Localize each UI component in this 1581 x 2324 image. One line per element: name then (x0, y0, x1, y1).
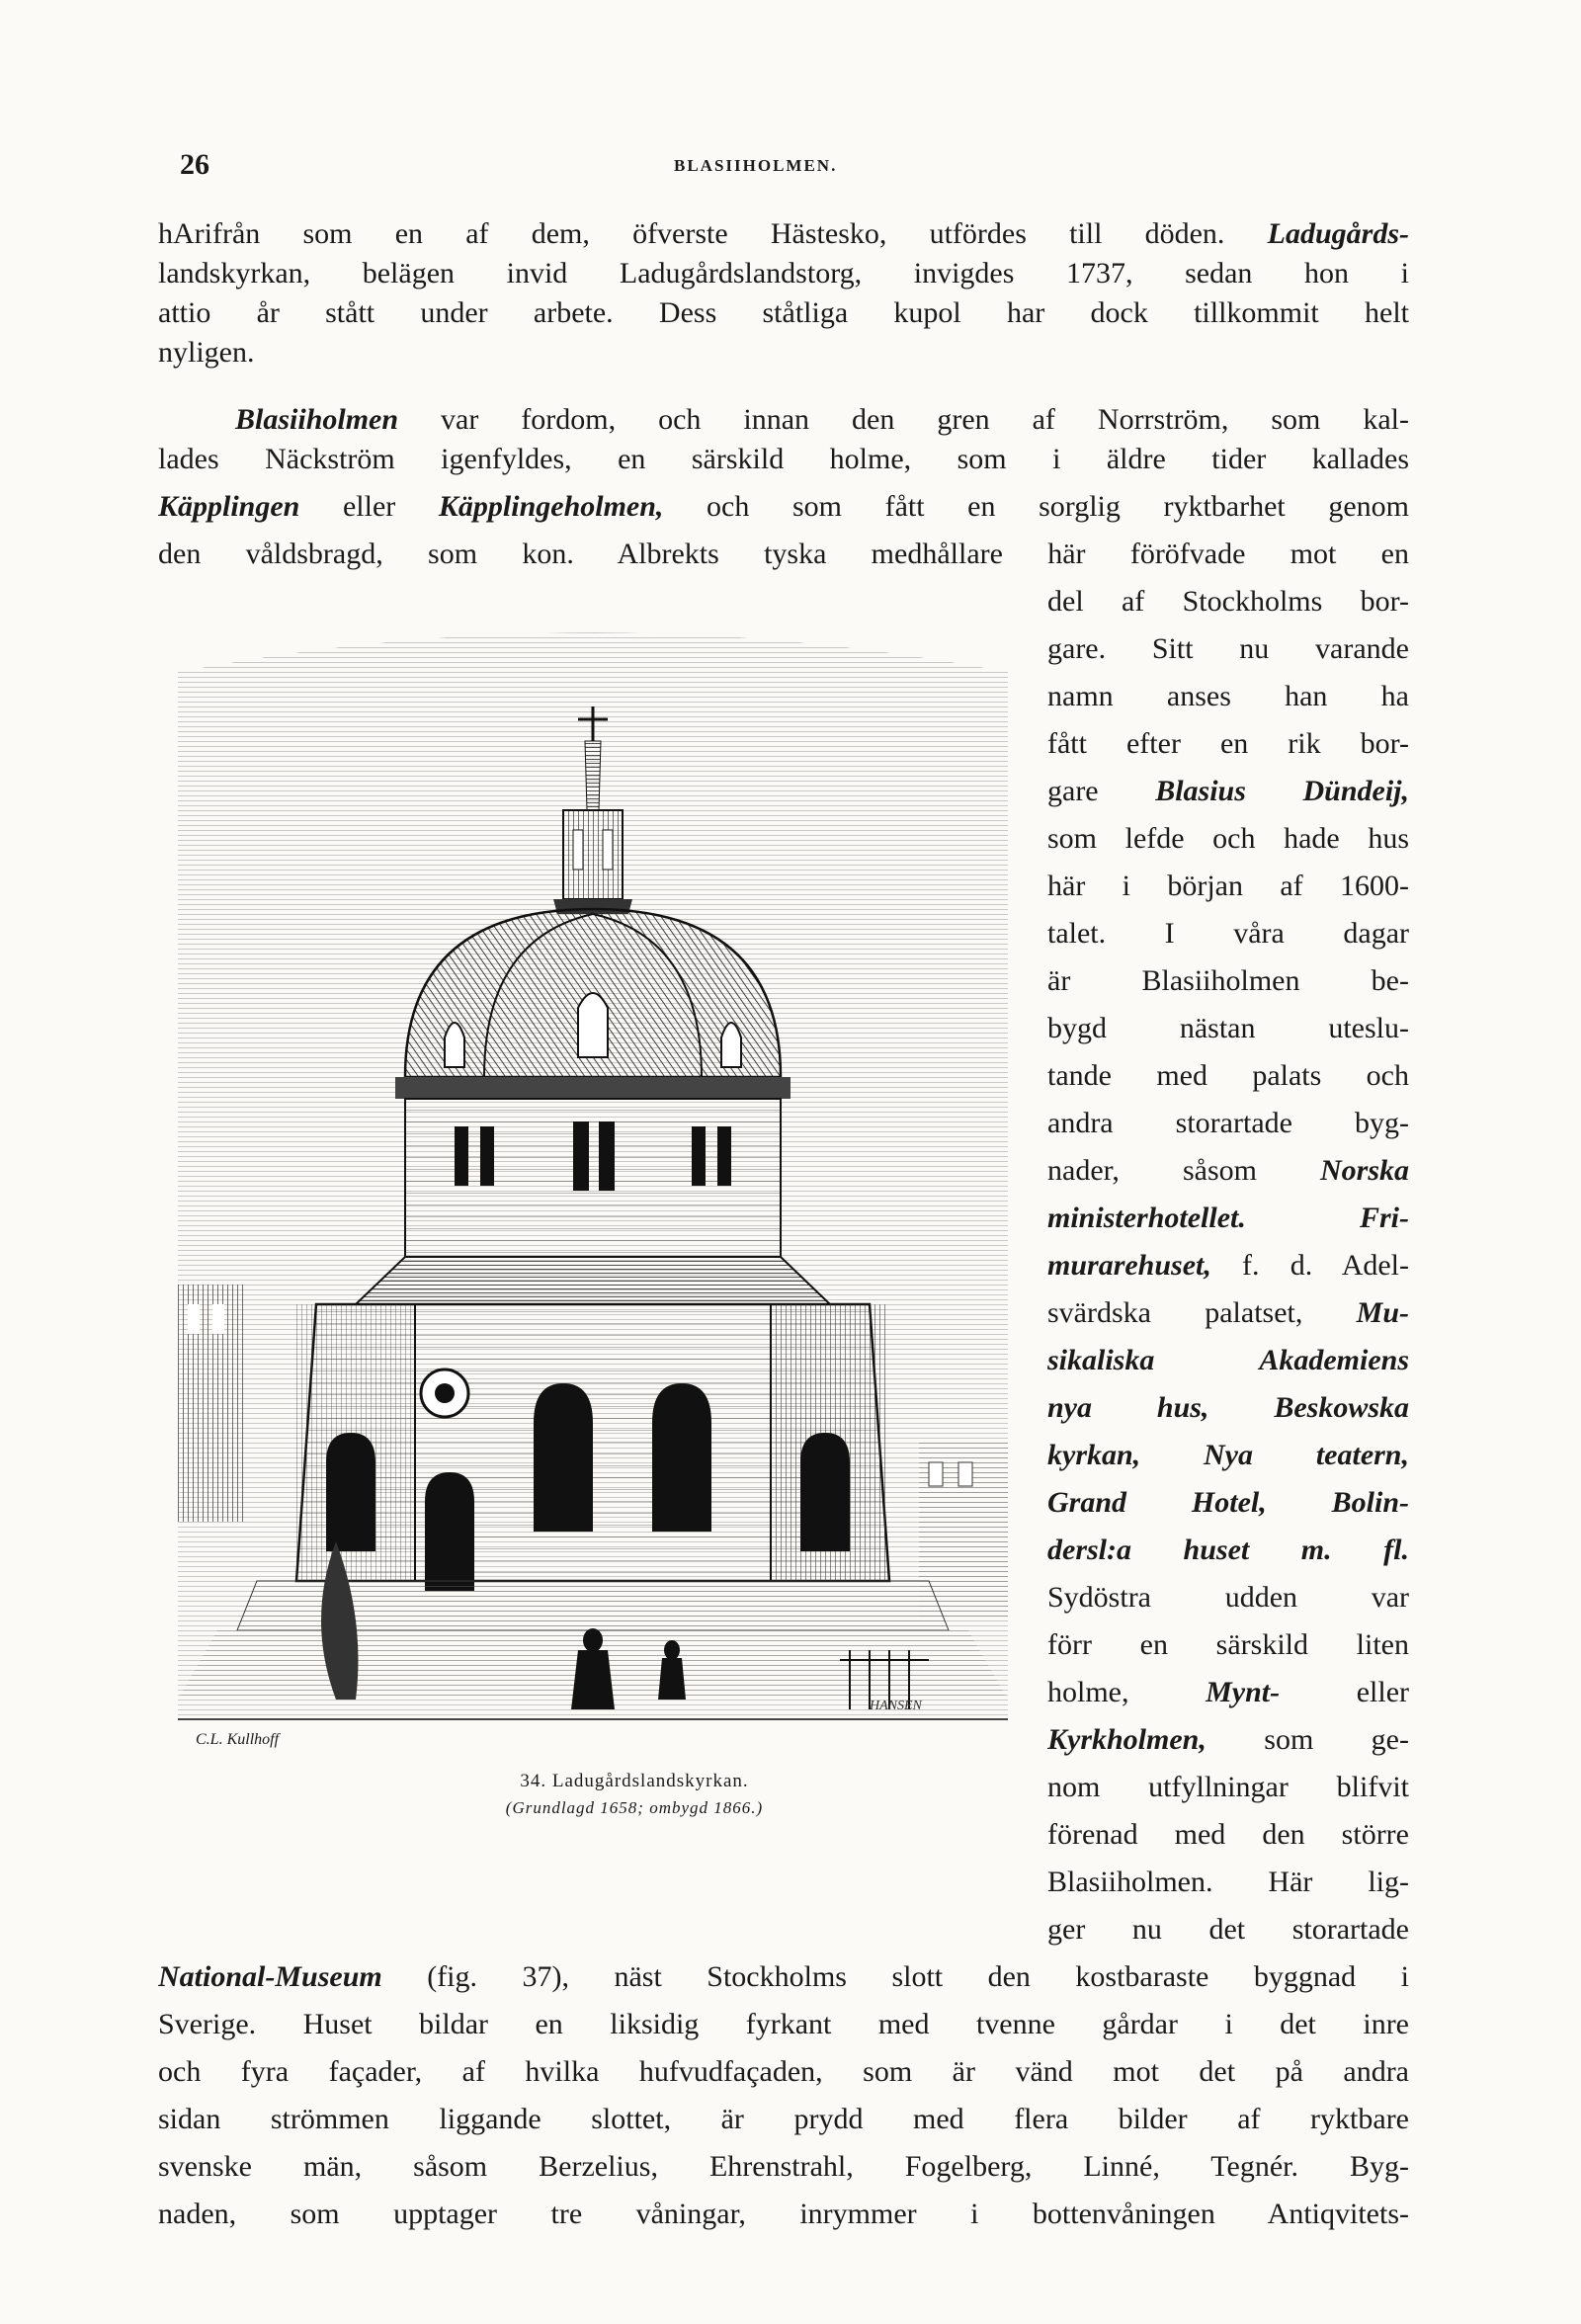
column-line: här i början af 1600- (1047, 870, 1409, 902)
column-line: nya hus, Beskowska (1047, 1391, 1409, 1424)
running-head: BLASIIHOLMEN. (674, 156, 838, 175)
church-illustration-icon (158, 613, 1028, 1759)
column-line: svärdska palatset, Mu- (1047, 1296, 1409, 1329)
column-line: förenad med den större (1047, 1818, 1409, 1851)
column-line: del af Stockholms bor- (1047, 585, 1409, 618)
column-line: ministerhotellet. Fri- (1047, 1202, 1409, 1234)
column-line: kyrkan, Nya teatern, (1047, 1439, 1409, 1471)
svg-text:HANSEN: HANSEN (870, 1699, 922, 1713)
text-line: och fyra façader, af hvilka hufvudfaçaden, som är vänd mot det på andra (158, 2055, 1409, 2088)
text-line: National-Museum (fig. 37), näst Stockholms slott den kostbaraste byggnad i (158, 1960, 1409, 1993)
column-line: andra storartade byg- (1047, 1107, 1409, 1139)
column-line: gare Blasius Dündeij, (1047, 775, 1409, 807)
column-line: murarehuset, f. d. Adel- (1047, 1249, 1409, 1282)
text-line: lades Näckström igenfyldes, en särskild holme, som i äldre tider kallades (158, 443, 1409, 475)
text-line: Käpplingen eller Käpplingeholmen, och som fått en sorglig ryktbarhet genom (158, 490, 1409, 523)
text-line: den våldsbragd, som kon. Albrekts tyska medhållare här föröfvade mot en (158, 538, 1409, 570)
column-line: gare. Sitt nu varande (1047, 632, 1409, 665)
column-line: som lefde och hade hus (1047, 822, 1409, 855)
text-line: attio år stått under arbete. Dess ståtliga kupol har dock tillkommit helt (158, 296, 1409, 329)
column-line: Grand Hotel, Bolin- (1047, 1486, 1409, 1519)
text-line: landskyrkan, belägen invid Ladugårdslandstorg, invigdes 1737, sedan hon i (158, 257, 1409, 290)
text-line: svenske män, såsom Berzelius, Ehrenstrahl, Fogelberg, Linné, Tegnér. Byg- (158, 2150, 1409, 2183)
column-line: är Blasiiholmen be- (1047, 964, 1409, 997)
column-line: fått efter en rik bor- (1047, 727, 1409, 760)
column-line: Sydöstra udden var (1047, 1581, 1409, 1614)
column-line: ger nu det storartade (1047, 1913, 1409, 1946)
column-line: nom utfyllningar blifvit (1047, 1771, 1409, 1803)
column-line: holme, Mynt- eller (1047, 1676, 1409, 1708)
text-line: Sverige. Huset bildar en liksidig fyrkant med tvenne gårdar i det inre (158, 2008, 1409, 2040)
artist-signature: C.L. Kullhoff (196, 1731, 280, 1748)
text-line: nyligen. (158, 336, 255, 369)
text-line: naden, som upptager tre våningar, inrymmer i bottenvåningen Antiqvitets- (158, 2198, 1409, 2230)
church-engraving (158, 613, 1028, 1798)
column-line: namn anses han ha (1047, 680, 1409, 712)
column-line: sikaliska Akademiens (1047, 1344, 1409, 1376)
figure-caption: 34. Ladugårdslandskyrkan. (520, 1771, 749, 1791)
column-line: nader, såsom Norska (1047, 1154, 1409, 1187)
figure-subcaption: (Grundlagd 1658; ombygd 1866.) (505, 1798, 764, 1817)
column-line: dersl:a huset m. fl. (1047, 1534, 1409, 1566)
column-line: förr en särskild liten (1047, 1628, 1409, 1661)
page-number: 26 (180, 148, 209, 181)
text-line: sidan strömmen liggande slottet, är prydd med flera bilder af ryktbare (158, 2103, 1409, 2135)
column-line: bygd nästan uteslu- (1047, 1012, 1409, 1044)
text-line: hArifrån som en af dem, öfverste Hästesko, utfördes till döden. Ladugårds- (158, 217, 1409, 250)
page-header (180, 148, 1405, 188)
column-line: talet. I våra dagar (1047, 917, 1409, 950)
column-line: Blasiiholmen. Här lig- (1047, 1866, 1409, 1898)
column-line: Kyrkholmen, som ge- (1047, 1723, 1409, 1756)
column-line: tande med palats och (1047, 1059, 1409, 1092)
text-line: Blasiiholmen var fordom, och innan den gren af Norrström, som kal- (235, 403, 1409, 436)
